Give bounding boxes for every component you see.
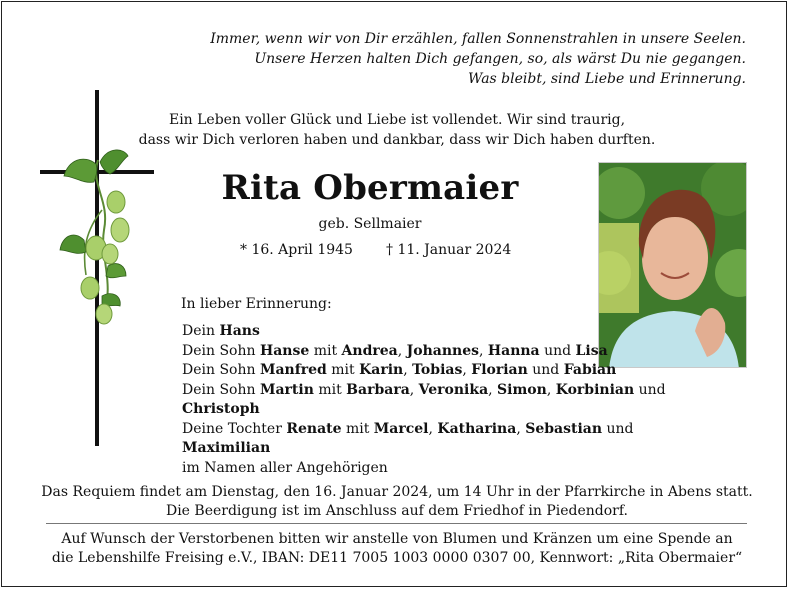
- survivor-name: Martin: [259, 381, 314, 398]
- survivor-name: Simon: [497, 381, 547, 398]
- survivor-text: Deine Tochter: [182, 420, 287, 437]
- survivor-line: [182, 420, 722, 459]
- face: [642, 216, 708, 300]
- survivor-text: ,: [546, 381, 556, 398]
- survivor-text: Dein: [182, 323, 220, 339]
- survivor-name: Barbara: [346, 381, 410, 398]
- survivor-name: Marcel: [373, 420, 429, 437]
- survivor-name: Andrea: [341, 342, 398, 359]
- survivor-line: [182, 361, 722, 381]
- poem-line: Unsere Herzen halten Dich gefangen, so, als wärst Du nie gegangen.: [254, 51, 746, 67]
- donation-line: Auf Wunsch der Verstorbenen bitten wir anstelle von Blumen und Kränzen um eine Spende an: [61, 531, 733, 547]
- hop-cone: [102, 244, 118, 264]
- survivor-line: [182, 459, 722, 479]
- poem: [106, 29, 746, 89]
- survivor-text: und: [539, 342, 576, 359]
- survivor-text: ,: [478, 342, 488, 359]
- requiem-info: [22, 483, 772, 521]
- survivor-text: mit: [326, 362, 360, 378]
- survivor-line: [182, 381, 722, 401]
- survivor-name: Florian: [471, 362, 528, 378]
- hop-cone: [81, 277, 99, 299]
- survivor-name: Korbinian: [555, 381, 635, 398]
- survivor-text: ,: [403, 362, 413, 378]
- poem-line: Immer, wenn wir von Dir erzählen, fallen Sonnenstrahlen in unsere Seelen.: [210, 31, 746, 47]
- garden-chair: [599, 223, 639, 313]
- survivor-name: Christoph: [182, 401, 260, 417]
- survivor-name: Johannes: [406, 342, 479, 359]
- hop-cone: [111, 218, 129, 242]
- hop-cone: [107, 191, 125, 213]
- hop-leaf: [64, 159, 97, 182]
- survivor-text: ,: [516, 420, 526, 437]
- deceased-name: Rita Obermaier: [221, 168, 519, 208]
- survivor-name: Lisa: [575, 342, 608, 359]
- survivor-text: Dein Sohn: [182, 362, 260, 378]
- obituary-notice: [1, 1, 787, 587]
- survivor-text: im Namen aller Angehörigen: [182, 459, 388, 476]
- hop-cone: [96, 304, 112, 324]
- survivor-name: Hans: [219, 323, 260, 339]
- survivor-text: und: [634, 381, 666, 398]
- requiem-line: Das Requiem findet am Dienstag, den 16. Januar 2024, um 14 Uhr in der Pfarrkirche in Abens statt.: [41, 484, 753, 500]
- survivor-name: Karin: [359, 362, 404, 378]
- survivor-text: mit: [341, 420, 374, 437]
- divider: [46, 523, 747, 524]
- survivor-line: [182, 342, 722, 362]
- survivor-text: ,: [462, 362, 472, 378]
- survivor-name: Maximilian: [182, 440, 271, 456]
- donation-line: die Lebenshilfe Freising e.V., IBAN: DE11 7005 1003 0000 0307 00, Kennwort: „Rita Obermaier“: [51, 550, 743, 566]
- survivor-text: Dein Sohn: [182, 342, 260, 359]
- survivor-text: und: [602, 420, 634, 437]
- survivor-text: ,: [488, 381, 498, 398]
- survivor-name: Hanna: [487, 342, 540, 359]
- death-date: † 11. Januar 2024: [386, 242, 512, 258]
- survivor-name: Tobias: [412, 362, 463, 378]
- survivor-text: und: [527, 362, 564, 378]
- survivor-line: [182, 400, 722, 420]
- hop-leaf: [60, 235, 86, 253]
- hop-leaf: [106, 264, 126, 278]
- poem-line: Was bleibt, sind Liebe und Erinnerung.: [468, 71, 746, 87]
- survivors-list: [182, 322, 722, 478]
- donation-request: [22, 530, 772, 568]
- survivor-text: ,: [409, 381, 419, 398]
- survivor-name: Renate: [286, 420, 342, 437]
- survivor-name: Hanse: [259, 342, 310, 359]
- survivor-text: mit: [309, 342, 342, 359]
- survivor-name: Veronika: [418, 381, 489, 398]
- cross-vertical-beam: [95, 90, 99, 446]
- survivor-text: ,: [397, 342, 407, 359]
- survivor-line: [182, 322, 722, 342]
- survivor-text: ,: [428, 420, 438, 437]
- intro-text: [92, 110, 702, 150]
- birth-date: * 16. April 1945: [240, 242, 353, 258]
- memory-label: In lieber Erinnerung:: [181, 296, 332, 312]
- intro-line: dass wir Dich verloren haben und dankbar, dass wir Dich haben durften.: [138, 132, 656, 148]
- cross-with-hops-icon: [38, 90, 158, 450]
- intro-line: Ein Leben voller Glück und Liebe ist vollendet. Wir sind traurig,: [168, 112, 626, 128]
- survivor-name: Sebastian: [525, 420, 603, 437]
- survivor-text: mit: [313, 381, 347, 398]
- survivor-name: Fabian: [563, 362, 617, 378]
- survivor-name: Katharina: [437, 420, 517, 437]
- survivor-text: Dein Sohn: [182, 381, 260, 398]
- survivor-name: Manfred: [259, 362, 327, 378]
- maiden-name: geb. Sellmaier: [318, 216, 422, 232]
- requiem-line: Die Beerdigung ist im Anschluss auf dem Friedhof in Piedendorf.: [165, 503, 629, 519]
